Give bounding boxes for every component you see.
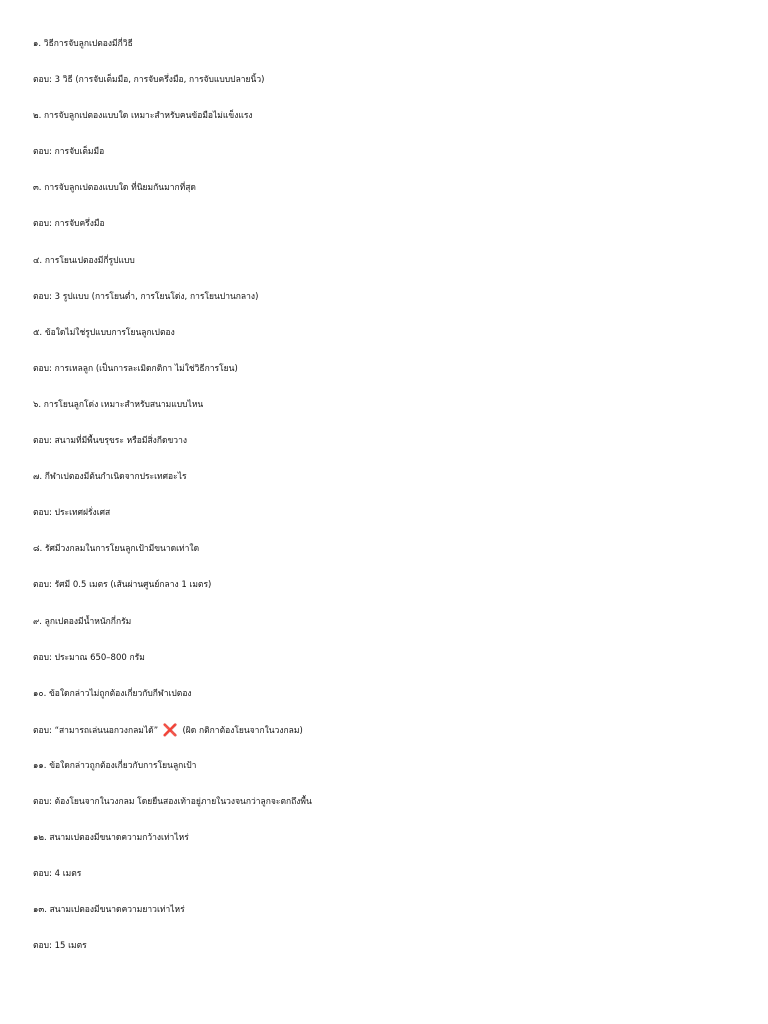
question-11: ๑๑. ข้อใดกล่าวถูกต้องเกี่ยวกับการโยนลูกเป้า xyxy=(33,760,197,771)
question-1: ๑. วิธีการจับลูกเปตองมีกี่วิธี xyxy=(33,39,133,49)
answer-12: ตอบ: 4 เมตร xyxy=(33,869,82,880)
question-9: ๙. ลูกเปตองมีน้ำหนักกี่กรัม xyxy=(33,616,132,627)
question-7: ๗. กีฬาเปตองมีต้นกำเนิดจากประเทศอะไร xyxy=(33,472,187,483)
question-4: ๔. การโยนเปตองมีกี่รูปแบบ xyxy=(33,255,135,266)
question-2: ๒. การจับลูกเปตองแบบใด เหมาะสำหรับคนข้อมือไม่แข็งแรง xyxy=(33,111,253,122)
question-5: ๕. ข้อใดไม่ใช่รูปแบบการโยนลูกเปตอง xyxy=(33,327,175,338)
question-13: ๑๓. สนามเปตองมีขนาดความยาวเท่าไหร่ xyxy=(33,905,185,916)
question-6: ๖. การโยนลูกโด่ง เหมาะสำหรับสนามแบบไหน xyxy=(33,399,204,410)
answer-4: ตอบ: 3 รูปแบบ (การโยนต่ำ, การโยนโด่ง, การโยนปานกลาง) xyxy=(33,291,259,302)
question-3: ๓. การจับลูกเปตองแบบใด ที่นิยมกันมากที่สุด xyxy=(33,183,196,194)
answer-10-note: (ผิด กติกาต้องโยนจากในวงกลม) xyxy=(182,725,303,736)
answer-10 xyxy=(33,722,733,758)
answer-2: ตอบ: การจับเต็มมือ xyxy=(33,147,105,158)
answer-9: ตอบ: ประมาณ 650–800 กรัม xyxy=(33,652,145,663)
answer-8: ตอบ: รัศมี 0.5 เมตร (เส้นผ่านศูนย์กลาง 1 เมตร) xyxy=(33,580,212,591)
qa-document xyxy=(33,36,733,974)
answer-13: ตอบ: 15 เมตร xyxy=(33,941,87,952)
answer-5: ตอบ: การเหลลูก (เป็นการละเมิดกติกา ไม่ใช่วิธีการโยน) xyxy=(33,363,238,374)
question-10: ๑๐. ข้อใดกล่าวไม่ถูกต้องเกี่ยวกับกีฬาเปตอง xyxy=(33,688,192,699)
answer-1: ตอบ: 3 วิธี (การจับเต็มมือ, การจับครึ่งมือ, การจับแบบปลายนิ้ว) xyxy=(33,75,265,86)
answer-7: ตอบ: ประเทศฝรั่งเศส xyxy=(33,508,111,519)
answer-3: ตอบ: การจับครึ่งมือ xyxy=(33,219,105,230)
answer-6: ตอบ: สนามที่มีพื้นขรุขระ หรือมีสิ่งกีดขวาง xyxy=(33,436,187,447)
question-12: ๑๒. สนามเปตองมีขนาดความกว้างเท่าไหร่ xyxy=(33,833,189,844)
answer-10-text: ตอบ: “สามารถเล่นนอกวงกลมได้” xyxy=(33,725,159,736)
cross-mark-icon: ❌ xyxy=(162,722,178,737)
answer-11: ตอบ: ต้องโยนจากในวงกลม โดยยืนสองเท้าอยู่ภายในวงจนกว่าลูกจะตกถึงพื้น xyxy=(33,796,312,807)
question-8: ๘. รัศมีวงกลมในการโยนลูกเป้ามีขนาดเท่าใด xyxy=(33,544,200,555)
